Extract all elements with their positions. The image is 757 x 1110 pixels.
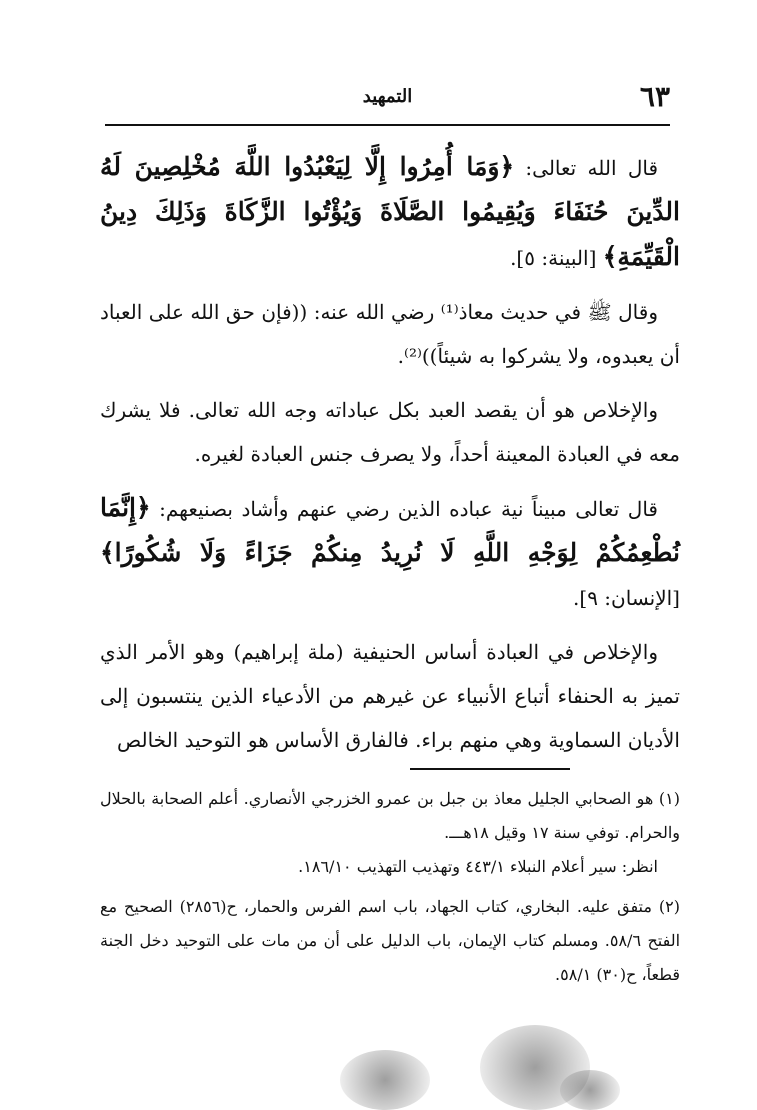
scan-stain bbox=[340, 1050, 430, 1110]
page-number: ٦٣ bbox=[639, 80, 670, 113]
footnote-text: متفق عليه. البخاري، كتاب الجهاد، باب اسم الفرس والحمار، ح(٢٨٥٦) الصحيح مع الفتح ٥٨/٦. ومسلم كتاب الإيمان، باب الدليل على أن من مات على التوحيد دخل الجنة قطعاً، ح(٣٠) ٥٨/١. bbox=[100, 897, 681, 984]
paragraph-hadith: وقال ﷺ في حديث معاذ⁽¹⁾ رضي الله عنه: ((فإن حق الله على العباد أن يعبدوه، ولا يشركوا به شيئاً))⁽²⁾. bbox=[100, 300, 680, 368]
footnote-label: (٢) bbox=[658, 897, 680, 916]
page-header bbox=[105, 72, 670, 126]
footnote-2 bbox=[100, 890, 680, 992]
paragraph-ikhlas-definition: والإخلاص هو أن يقصد العبد بكل عباداته وجه الله تعالى. فلا يشرك معه في العبادة المعينة أحداً، ولا يصرف جنس العبادة لغيره. bbox=[100, 398, 680, 466]
running-title: التمهيد bbox=[362, 86, 413, 107]
quran-verse: ﴿إِنَّمَا نُطْعِمُكُمْ لِوَجْهِ اللَّهِ لَا نُرِيدُ مِنكُمْ جَزَاءً وَلَا شُكُورًا﴾ bbox=[100, 493, 680, 567]
footnote-reference: انظر: سير أعلام النبلاء ٤٤٣/١ وتهذيب التهذيب ١٨٦/١٠. bbox=[298, 857, 658, 876]
header-rule bbox=[105, 124, 670, 126]
verse-lead: قال الله تعالى: bbox=[514, 156, 658, 180]
verse-lead: قال تعالى مبيناً نية عباده الذين رضي عنهم وأشاد بصنيعهم: bbox=[150, 497, 658, 521]
scan-stain bbox=[560, 1070, 620, 1110]
footnotes bbox=[100, 782, 680, 998]
paragraph-verse-bayyina bbox=[100, 145, 680, 280]
body-text bbox=[100, 145, 680, 772]
verse-citation: [البينة: ٥]. bbox=[510, 246, 603, 270]
paragraph-hanifiyya: والإخلاص في العبادة أساس الحنيفية (ملة إبراهيم) وهو الأمر الذي تميز به الحنفاء أتباع الأنبياء عن غيرهم من الأدعياء الذين ينتسبون إلى الأديان السماوية وهي منهم براء. فالفارق الأساس هو التوحيد الخالص bbox=[100, 640, 680, 752]
quran-verse: ﴿وَمَا أُمِرُوا إِلَّا لِيَعْبُدُوا اللَّهَ مُخْلِصِينَ لَهُ الدِّينَ حُنَفَاءَ وَيُقِيمُوا الصَّلَاةَ وَيُؤْتُوا الزَّكَاةَ وَذَلِكَ دِينُ الْقَيِّمَةِ﴾ bbox=[100, 152, 680, 271]
footnote-label: (١) bbox=[658, 789, 680, 808]
footnote-1 bbox=[100, 782, 680, 884]
footnote-separator bbox=[410, 768, 570, 770]
paragraph-verse-insan bbox=[100, 486, 680, 620]
verse-citation: [الإنسان: ٩]. bbox=[573, 586, 680, 610]
footnote-text: هو الصحابي الجليل معاذ بن جبل بن عمرو الخزرجي الأنصاري. أعلم الصحابة بالحلال والحرام. توفي سنة ١٧ وقيل ١٨هـــ. bbox=[100, 789, 680, 842]
